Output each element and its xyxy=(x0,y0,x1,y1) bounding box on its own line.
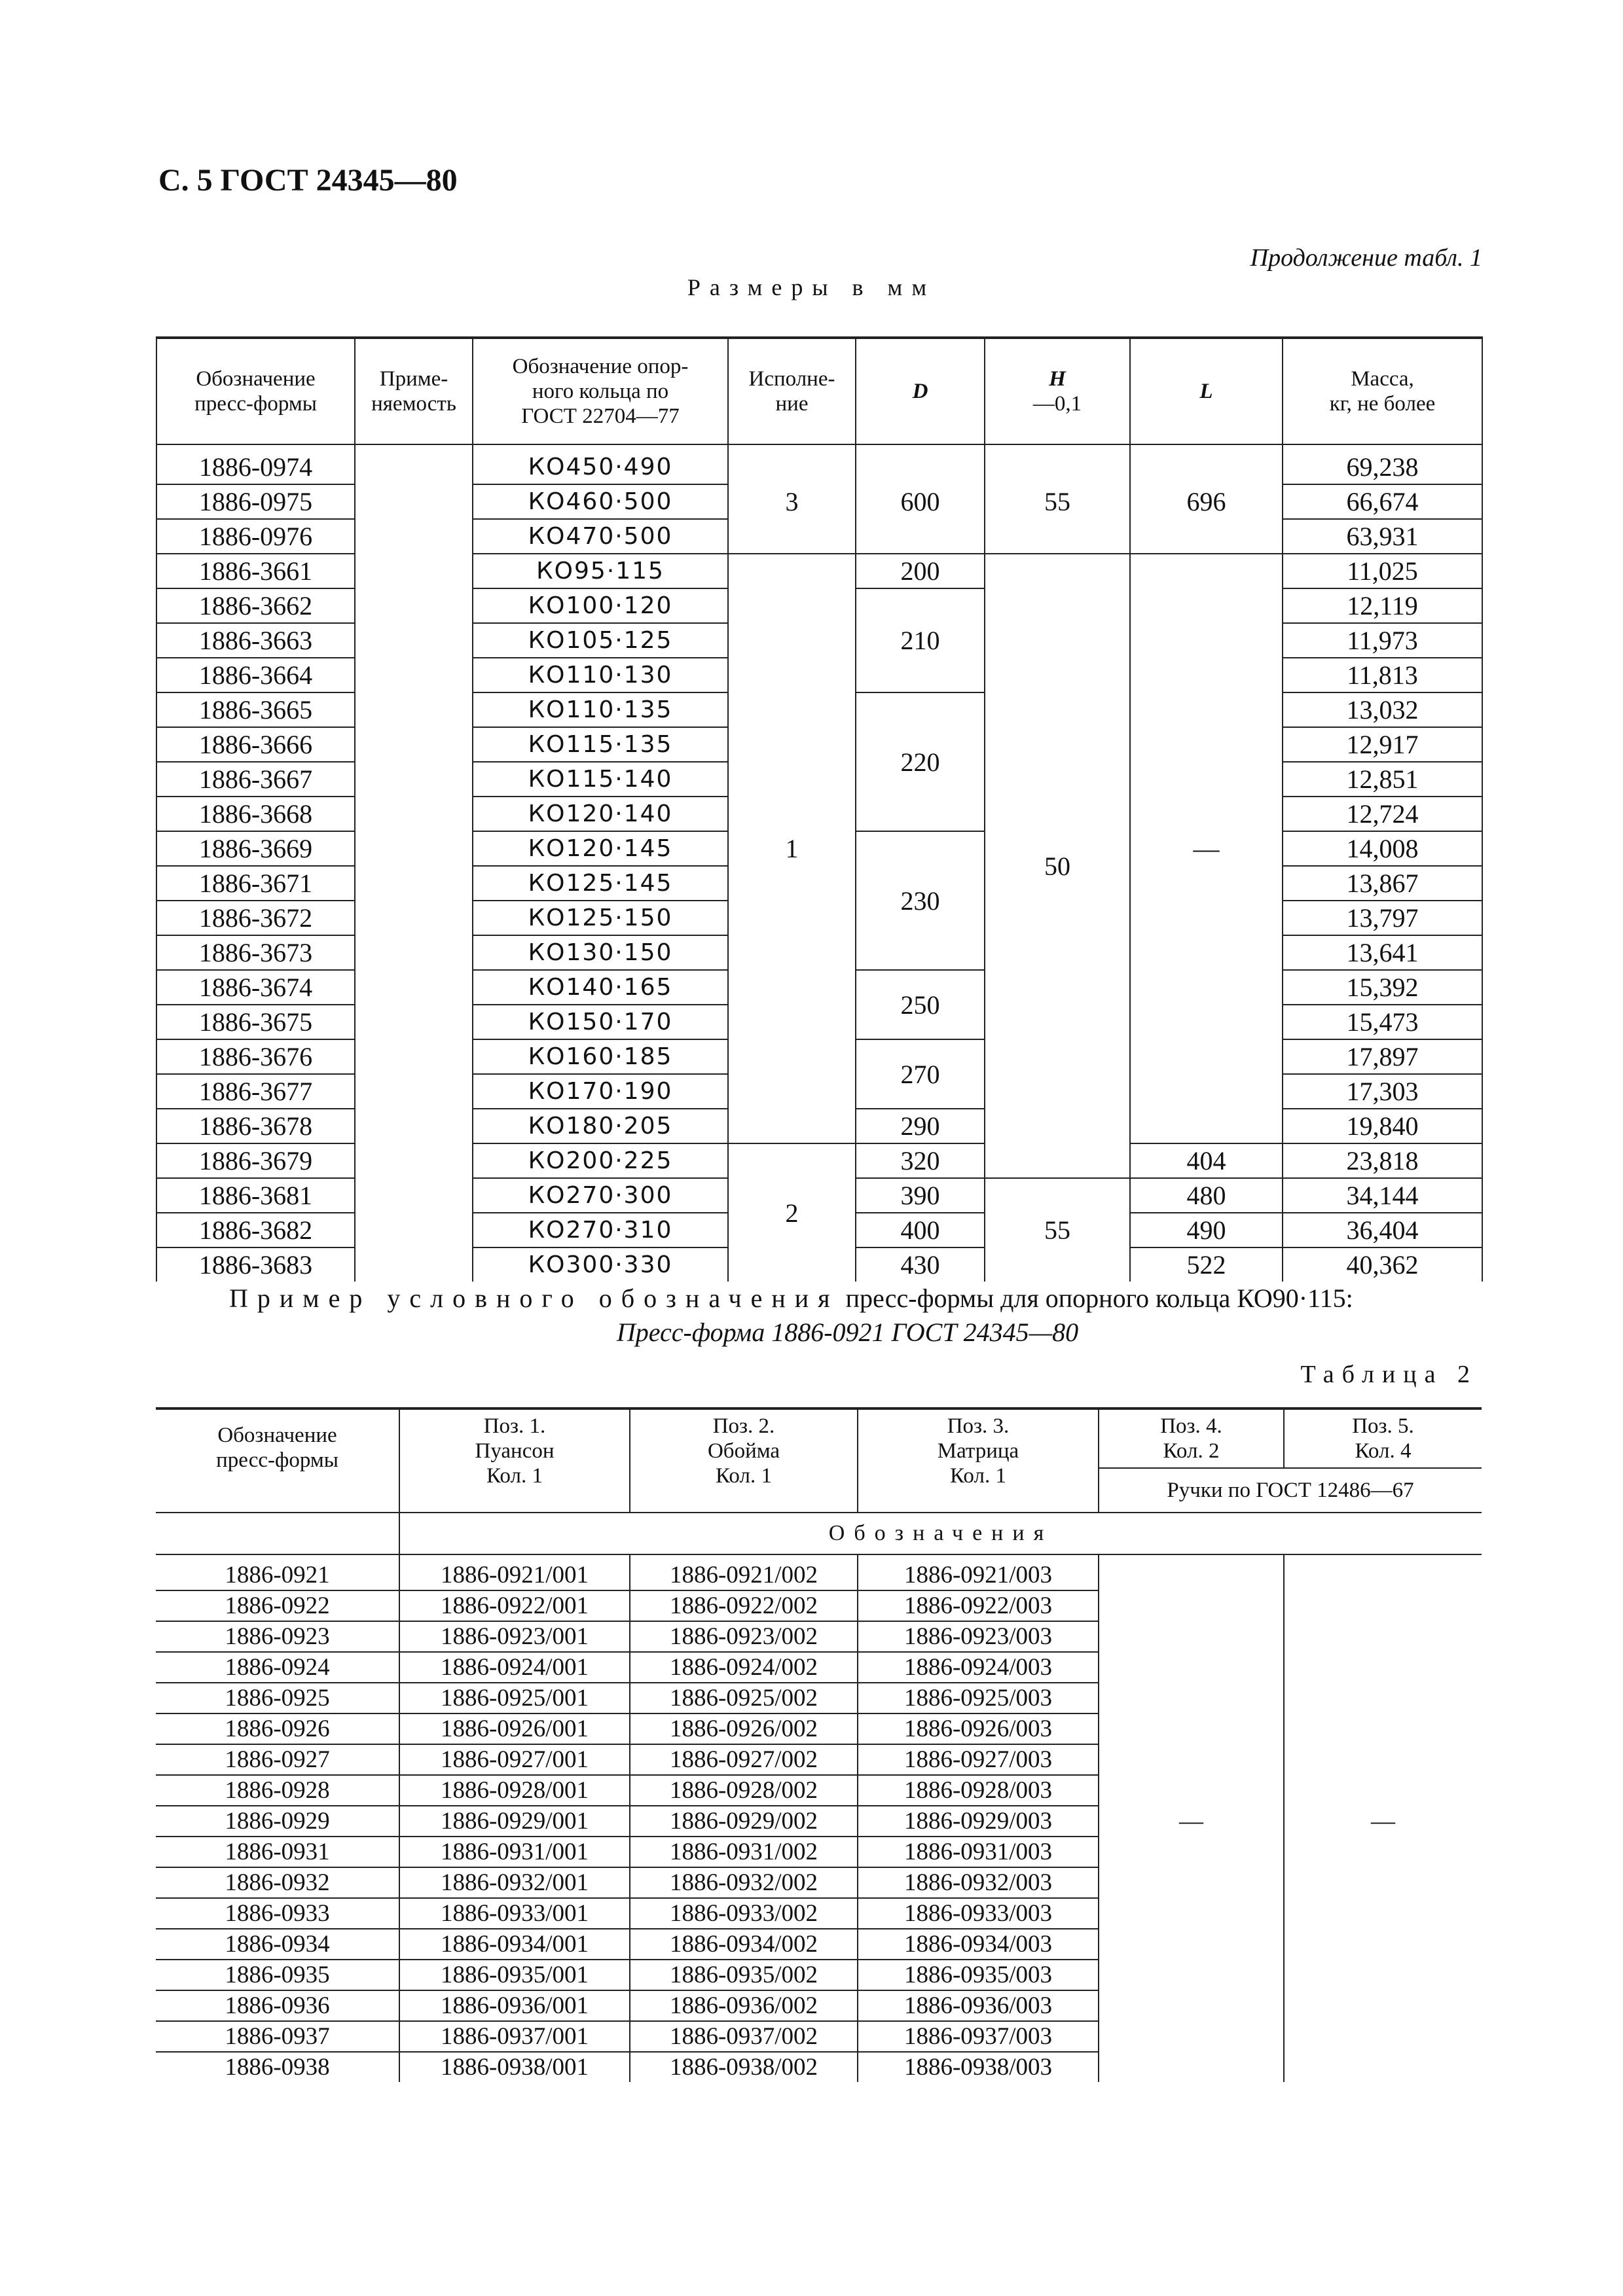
pos2-cell: 1886-0936/002 xyxy=(630,1990,858,2021)
pos1-cell: 1886-0934/001 xyxy=(399,1929,630,1960)
designation-cell: 1886-3669 xyxy=(156,831,355,866)
t2-header-pos1 xyxy=(399,1408,630,1513)
designation-cell: 1886-0933 xyxy=(156,1898,399,1929)
designation-cell: 1886-0975 xyxy=(156,484,355,519)
designation-cell: 1886-3665 xyxy=(156,692,355,727)
applicability-cell xyxy=(355,1213,473,1247)
col-header-ring-line: ного кольца по xyxy=(532,380,669,403)
mass-cell: 11,813 xyxy=(1283,658,1482,692)
t2-header-designation-line: Обозначение xyxy=(217,1424,337,1447)
d-cell: 230 xyxy=(856,831,985,970)
ring-cell: КО470·500 xyxy=(473,519,728,554)
version-cell: 2 xyxy=(728,1143,856,1282)
col-header-mass xyxy=(1283,338,1482,444)
mass-cell: 69,238 xyxy=(1283,450,1482,484)
mass-cell: 34,144 xyxy=(1283,1178,1482,1213)
pos1-cell: 1886-0923/001 xyxy=(399,1621,630,1652)
designation-cell: 1886-3682 xyxy=(156,1213,355,1247)
pos3-cell: 1886-0926/003 xyxy=(858,1713,1099,1744)
mass-cell: 15,392 xyxy=(1283,970,1482,1005)
applicability-cell xyxy=(355,762,473,797)
ring-cell: КО125·145 xyxy=(473,866,728,901)
table-1 xyxy=(156,336,1483,1282)
applicability-cell xyxy=(355,484,473,519)
ring-cell: КО160·185 xyxy=(473,1039,728,1074)
designation-cell: 1886-0938 xyxy=(156,2052,399,2082)
h-cell: 50 xyxy=(985,554,1130,1178)
table-row xyxy=(156,450,1482,484)
h-cell: 55 xyxy=(985,1178,1130,1282)
example-rest: пресс-формы для опорного кольца КО90·115: xyxy=(839,1283,1353,1313)
pos1-cell: 1886-0928/001 xyxy=(399,1775,630,1806)
col-header-applicability xyxy=(355,338,473,444)
t2-header-pos4 xyxy=(1099,1408,1284,1468)
page-header: С. 5 ГОСТ 24345—80 xyxy=(158,163,458,198)
t2-header-pos3 xyxy=(858,1408,1099,1513)
mass-cell: 13,797 xyxy=(1283,901,1482,935)
col-header-d: D xyxy=(856,338,985,444)
t2-header-pos4-line: Поз. 4. xyxy=(1160,1414,1222,1439)
designation-cell: 1886-3668 xyxy=(156,797,355,831)
l-cell: — xyxy=(1130,554,1283,1143)
pos1-cell: 1886-0927/001 xyxy=(399,1744,630,1775)
pos1-cell: 1886-0933/001 xyxy=(399,1898,630,1929)
example-designation: Пресс-форма 1886-0921 ГОСТ 24345—80 xyxy=(616,1318,1079,1347)
mass-cell: 36,404 xyxy=(1283,1213,1482,1247)
pos2-cell: 1886-0934/002 xyxy=(630,1929,858,1960)
mass-cell: 17,897 xyxy=(1283,1039,1482,1074)
t2-header-pos1-line: Кол. 1 xyxy=(486,1464,543,1488)
col-header-version-line: Исполне- xyxy=(748,367,835,391)
mass-cell: 40,362 xyxy=(1283,1247,1482,1282)
pos3-cell: 1886-0936/003 xyxy=(858,1990,1099,2021)
pos3-cell: 1886-0929/003 xyxy=(858,1806,1099,1837)
designation-cell: 1886-0931 xyxy=(156,1837,399,1867)
d-cell: 290 xyxy=(856,1109,985,1143)
applicability-cell xyxy=(355,658,473,692)
pos2-cell: 1886-0932/002 xyxy=(630,1867,858,1898)
pos2-cell: 1886-0926/002 xyxy=(630,1713,858,1744)
pos3-cell: 1886-0934/003 xyxy=(858,1929,1099,1960)
version-cell: 3 xyxy=(728,450,856,554)
applicability-cell xyxy=(355,1074,473,1109)
d-cell: 600 xyxy=(856,450,985,554)
designation-cell: 1886-0927 xyxy=(156,1744,399,1775)
designation-cell: 1886-0932 xyxy=(156,1867,399,1898)
applicability-cell xyxy=(355,1039,473,1074)
pos1-cell: 1886-0922/001 xyxy=(399,1590,630,1621)
designation-cell: 1886-0922 xyxy=(156,1590,399,1621)
d-cell: 270 xyxy=(856,1039,985,1109)
ring-cell: КО200·225 xyxy=(473,1143,728,1178)
col-header-applicability-line: няемость xyxy=(371,392,456,416)
pos2-cell: 1886-0922/002 xyxy=(630,1590,858,1621)
ring-cell: КО120·145 xyxy=(473,831,728,866)
mass-cell: 19,840 xyxy=(1283,1109,1482,1143)
example-line xyxy=(229,1283,1480,1314)
col-header-ring xyxy=(473,338,728,444)
t2-header-handles: Ручки по ГОСТ 12486—67 xyxy=(1099,1468,1482,1513)
pos4-cell: — xyxy=(1099,1560,1284,2082)
l-cell: 404 xyxy=(1130,1143,1283,1178)
pos2-cell: 1886-0924/002 xyxy=(630,1652,858,1683)
d-cell: 250 xyxy=(856,970,985,1039)
applicability-cell xyxy=(355,623,473,658)
pos3-cell: 1886-0937/003 xyxy=(858,2021,1099,2052)
ring-cell: КО120·140 xyxy=(473,797,728,831)
mass-cell: 15,473 xyxy=(1283,1005,1482,1039)
designation-cell: 1886-0935 xyxy=(156,1960,399,1990)
designation-cell: 1886-3663 xyxy=(156,623,355,658)
designation-cell: 1886-0928 xyxy=(156,1775,399,1806)
pos2-cell: 1886-0935/002 xyxy=(630,1960,858,1990)
designation-cell: 1886-3676 xyxy=(156,1039,355,1074)
designation-cell: 1886-0924 xyxy=(156,1652,399,1683)
mass-cell: 11,025 xyxy=(1283,554,1482,588)
applicability-cell xyxy=(355,901,473,935)
mass-cell: 23,818 xyxy=(1283,1143,1482,1178)
d-cell: 390 xyxy=(856,1178,985,1213)
t2-header-pos3-line: Поз. 3. xyxy=(947,1414,1010,1438)
ring-cell: КО130·150 xyxy=(473,935,728,970)
h-cell: 55 xyxy=(985,450,1130,554)
designation-cell: 1886-0925 xyxy=(156,1683,399,1713)
table-row xyxy=(156,1560,1482,1590)
pos3-cell: 1886-0935/003 xyxy=(858,1960,1099,1990)
designation-cell: 1886-0976 xyxy=(156,519,355,554)
ring-cell: КО140·165 xyxy=(473,970,728,1005)
pos1-cell: 1886-0937/001 xyxy=(399,2021,630,2052)
l-cell: 696 xyxy=(1130,450,1283,554)
ring-cell: КО110·130 xyxy=(473,658,728,692)
pos3-cell: 1886-0921/003 xyxy=(858,1560,1099,1590)
ring-cell: КО450·490 xyxy=(473,450,728,484)
t2-header-designation xyxy=(156,1408,399,1513)
pos2-cell: 1886-0925/002 xyxy=(630,1683,858,1713)
t2-header-pos2-line: Поз. 2. xyxy=(712,1414,775,1438)
ring-cell: КО125·150 xyxy=(473,901,728,935)
t2-header-pos5-line: Кол. 4 xyxy=(1355,1439,1412,1463)
col-header-mass-line: Масса, xyxy=(1351,367,1414,391)
t2-header-designations: Обозначения xyxy=(399,1513,1482,1554)
pos1-cell: 1886-0929/001 xyxy=(399,1806,630,1837)
ring-cell: КО95·115 xyxy=(473,554,728,588)
designation-cell: 1886-0934 xyxy=(156,1929,399,1960)
table-2 xyxy=(156,1407,1482,2082)
applicability-cell xyxy=(355,1005,473,1039)
ring-cell: КО150·170 xyxy=(473,1005,728,1039)
col-header-designation-line: пресс-формы xyxy=(194,392,317,416)
designation-cell: 1886-3681 xyxy=(156,1178,355,1213)
applicability-cell xyxy=(355,866,473,901)
t2-header-pos3-line: Кол. 1 xyxy=(950,1464,1006,1488)
d-cell: 320 xyxy=(856,1143,985,1178)
col-header-l: L xyxy=(1130,338,1283,444)
t2-header-pos1-line: Пуансон xyxy=(475,1439,555,1463)
pos2-cell: 1886-0927/002 xyxy=(630,1744,858,1775)
pos2-cell: 1886-0929/002 xyxy=(630,1806,858,1837)
t2-header-pos2-line: Обойма xyxy=(707,1439,780,1463)
applicability-cell xyxy=(355,1247,473,1282)
pos3-cell: 1886-0923/003 xyxy=(858,1621,1099,1652)
applicability-cell xyxy=(355,970,473,1005)
applicability-cell xyxy=(355,588,473,623)
ring-cell: КО115·140 xyxy=(473,762,728,797)
t2-header-blank xyxy=(156,1513,399,1554)
l-cell: 490 xyxy=(1130,1213,1283,1247)
designation-cell: 1886-3675 xyxy=(156,1005,355,1039)
pos5-cell: — xyxy=(1284,1560,1482,2082)
version-cell: 1 xyxy=(728,554,856,1143)
mass-cell: 63,931 xyxy=(1283,519,1482,554)
col-header-h-tolerance: —0,1 xyxy=(1032,392,1082,416)
pos3-cell: 1886-0925/003 xyxy=(858,1683,1099,1713)
designation-cell: 1886-0926 xyxy=(156,1713,399,1744)
pos1-cell: 1886-0938/001 xyxy=(399,2052,630,2082)
ring-cell: КО115·135 xyxy=(473,727,728,762)
pos1-cell: 1886-0921/001 xyxy=(399,1560,630,1590)
ring-cell: КО300·330 xyxy=(473,1247,728,1282)
t2-header-pos3-line: Матрица xyxy=(937,1439,1019,1463)
applicability-cell xyxy=(355,554,473,588)
pos1-cell: 1886-0926/001 xyxy=(399,1713,630,1744)
t2-header-pos5-line: Поз. 5. xyxy=(1352,1414,1414,1439)
table-row xyxy=(156,554,1482,588)
units-caption: Размеры в мм xyxy=(687,274,936,300)
pos2-cell: 1886-0937/002 xyxy=(630,2021,858,2052)
designation-cell: 1886-0936 xyxy=(156,1990,399,2021)
applicability-cell xyxy=(355,450,473,484)
t2-header-pos5 xyxy=(1284,1408,1482,1468)
pos2-cell: 1886-0938/002 xyxy=(630,2052,858,2082)
designation-cell: 1886-3666 xyxy=(156,727,355,762)
pos1-cell: 1886-0935/001 xyxy=(399,1960,630,1990)
ring-cell: КО170·190 xyxy=(473,1074,728,1109)
applicability-cell xyxy=(355,935,473,970)
designation-cell: 1886-3678 xyxy=(156,1109,355,1143)
col-header-ring-line: ГОСТ 22704—77 xyxy=(521,404,680,428)
l-cell: 522 xyxy=(1130,1247,1283,1282)
col-header-designation-line: Обозначение xyxy=(196,367,316,391)
mass-cell: 12,119 xyxy=(1283,588,1482,623)
l-cell: 480 xyxy=(1130,1178,1283,1213)
t2-header-pos1-line: Поз. 1. xyxy=(483,1414,546,1438)
designation-cell: 1886-0929 xyxy=(156,1806,399,1837)
designation-cell: 1886-0921 xyxy=(156,1560,399,1590)
designation-cell: 1886-3662 xyxy=(156,588,355,623)
t2-header-designation-line: пресс-формы xyxy=(216,1448,338,1472)
table-continuation-note: Продолжение табл. 1 xyxy=(1250,244,1482,272)
t2-header-pos2-line: Кол. 1 xyxy=(716,1464,772,1488)
mass-cell: 12,917 xyxy=(1283,727,1482,762)
pos3-cell: 1886-0931/003 xyxy=(858,1837,1099,1867)
d-cell: 220 xyxy=(856,692,985,831)
pos3-cell: 1886-0924/003 xyxy=(858,1652,1099,1683)
ring-cell: КО100·120 xyxy=(473,588,728,623)
pos3-cell: 1886-0927/003 xyxy=(858,1744,1099,1775)
pos1-cell: 1886-0932/001 xyxy=(399,1867,630,1898)
col-header-version-line: ние xyxy=(775,392,809,416)
pos1-cell: 1886-0925/001 xyxy=(399,1683,630,1713)
designation-cell: 1886-3661 xyxy=(156,554,355,588)
mass-cell: 66,674 xyxy=(1283,484,1482,519)
ring-cell: КО270·300 xyxy=(473,1178,728,1213)
designation-cell: 1886-0937 xyxy=(156,2021,399,2052)
pos2-cell: 1886-0923/002 xyxy=(630,1621,858,1652)
pos2-cell: 1886-0933/002 xyxy=(630,1898,858,1929)
example-spaced: Пример условного обозначения xyxy=(229,1283,839,1313)
col-header-h-label: H xyxy=(1049,367,1066,391)
designation-cell: 1886-0974 xyxy=(156,450,355,484)
ring-cell: КО110·135 xyxy=(473,692,728,727)
mass-cell: 14,008 xyxy=(1283,831,1482,866)
mass-cell: 11,973 xyxy=(1283,623,1482,658)
pos3-cell: 1886-0922/003 xyxy=(858,1590,1099,1621)
mass-cell: 13,641 xyxy=(1283,935,1482,970)
designation-cell: 1886-3677 xyxy=(156,1074,355,1109)
table-2-label: Таблица 2 xyxy=(1300,1361,1478,1388)
mass-cell: 13,032 xyxy=(1283,692,1482,727)
applicability-cell xyxy=(355,1109,473,1143)
pos2-cell: 1886-0921/002 xyxy=(630,1560,858,1590)
ring-cell: КО270·310 xyxy=(473,1213,728,1247)
designation-cell: 1886-0923 xyxy=(156,1621,399,1652)
pos3-cell: 1886-0928/003 xyxy=(858,1775,1099,1806)
designation-cell: 1886-3683 xyxy=(156,1247,355,1282)
ring-cell: КО460·500 xyxy=(473,484,728,519)
designation-cell: 1886-3679 xyxy=(156,1143,355,1178)
pos1-cell: 1886-0924/001 xyxy=(399,1652,630,1683)
pos1-cell: 1886-0936/001 xyxy=(399,1990,630,2021)
designation-cell: 1886-3664 xyxy=(156,658,355,692)
mass-cell: 13,867 xyxy=(1283,866,1482,901)
designation-cell: 1886-3672 xyxy=(156,901,355,935)
designation-cell: 1886-3673 xyxy=(156,935,355,970)
d-cell: 430 xyxy=(856,1247,985,1282)
pos1-cell: 1886-0931/001 xyxy=(399,1837,630,1867)
mass-cell: 17,303 xyxy=(1283,1074,1482,1109)
pos3-cell: 1886-0932/003 xyxy=(858,1867,1099,1898)
pos2-cell: 1886-0928/002 xyxy=(630,1775,858,1806)
pos3-cell: 1886-0938/003 xyxy=(858,2052,1099,2082)
applicability-cell xyxy=(355,1178,473,1213)
designation-cell: 1886-3674 xyxy=(156,970,355,1005)
col-header-version xyxy=(728,338,856,444)
applicability-cell xyxy=(355,692,473,727)
ring-cell: КО105·125 xyxy=(473,623,728,658)
col-header-h xyxy=(985,338,1130,444)
table-row xyxy=(156,1143,1482,1178)
t2-header-pos4-line: Кол. 2 xyxy=(1163,1439,1220,1463)
pos2-cell: 1886-0931/002 xyxy=(630,1837,858,1867)
d-cell: 200 xyxy=(856,554,985,588)
designation-cell: 1886-3671 xyxy=(156,866,355,901)
applicability-cell xyxy=(355,727,473,762)
d-cell: 210 xyxy=(856,588,985,692)
col-header-designation xyxy=(156,338,355,444)
applicability-cell xyxy=(355,831,473,866)
d-cell: 400 xyxy=(856,1213,985,1247)
designation-cell: 1886-3667 xyxy=(156,762,355,797)
col-header-applicability-line: Приме- xyxy=(379,367,448,391)
applicability-cell xyxy=(355,519,473,554)
pos3-cell: 1886-0933/003 xyxy=(858,1898,1099,1929)
ring-cell: КО180·205 xyxy=(473,1109,728,1143)
col-header-ring-line: Обозначение опор- xyxy=(512,355,689,378)
applicability-cell xyxy=(355,797,473,831)
mass-cell: 12,851 xyxy=(1283,762,1482,797)
mass-cell: 12,724 xyxy=(1283,797,1482,831)
t2-header-pos2 xyxy=(630,1408,858,1513)
col-header-mass-line: кг, не более xyxy=(1329,392,1436,416)
applicability-cell xyxy=(355,1143,473,1178)
